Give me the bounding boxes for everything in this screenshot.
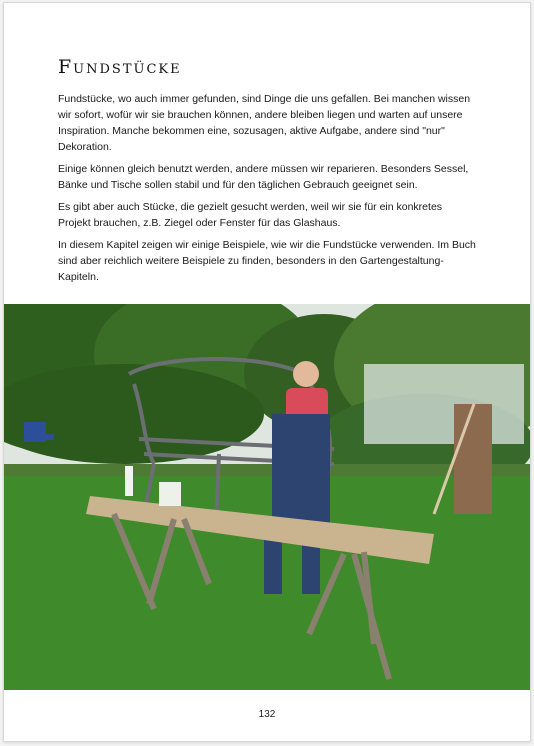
- house-wall: [364, 364, 524, 444]
- body-text: [58, 91, 476, 291]
- garden-photo-illustration: [4, 304, 530, 690]
- paragraph-1: Fundstücke, wo auch immer gefunden, sind Dinge die uns gefallen. Bei manchen wissen wir sofort, wofür wir sie brauchen können, andere bleiben liegen und warten auf unsere Inspiration. Manche bekommen eine, sozusagen, aktive Aufgabe, andere sind "nur" Dekoration.: [58, 93, 471, 153]
- bottle: [125, 466, 133, 496]
- page-title: Fundstücke: [58, 56, 182, 78]
- paragraph-4: In diesem Kapitel zeigen wir einige Beispiele, wie wir die Fundstücke verwenden. Im Buch sind aber reichlich weitere Beispiele zu finden, besonders in den Gartengestaltung-Kapiteln.: [58, 239, 476, 283]
- paint-can: [159, 482, 181, 506]
- page-number: 132: [258, 709, 276, 720]
- wooden-post: [454, 404, 492, 514]
- garden-photo: [4, 304, 530, 690]
- paragraph-2: Einige können gleich benutzt werden, andere müssen wir reparieren. Besonders Sessel, Bänke und Tische sollen stabil und für den täglichen Gebrauch geeignet sein.: [58, 163, 469, 191]
- paragraph-3: Es gibt aber auch Stücke, die gezielt gesucht werden, weil wir sie für ein konkretes Projekt brauchen, z.B. Ziegel oder Fenster für das Glashaus.: [58, 201, 443, 229]
